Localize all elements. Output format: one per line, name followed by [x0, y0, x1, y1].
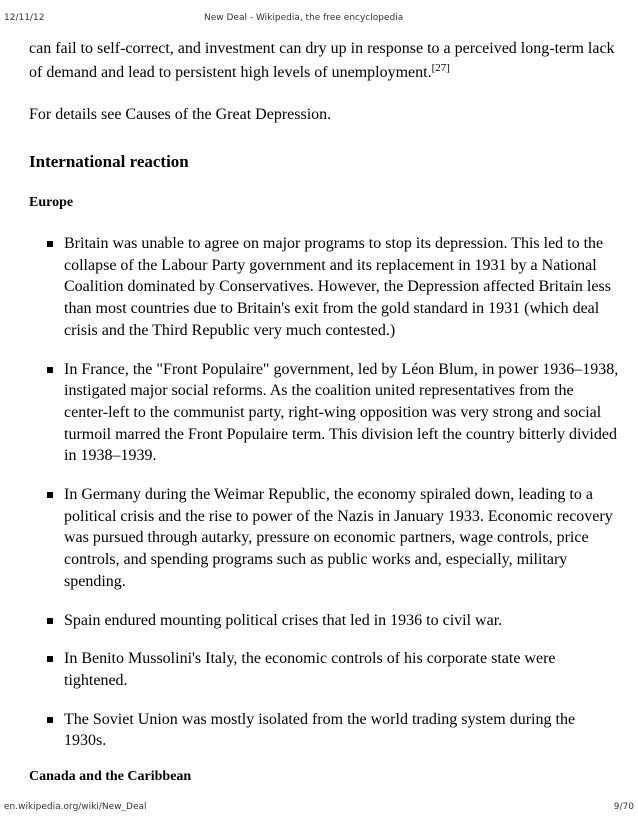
list-item-text: Britain was unable to agree on major programs to stop its depression. This led to the collapse of the Labour Party government and its replacement in 1931 by a National Coalition dominated by Conservatives. However, the Depression affected Britain less than most countries due to Britain's exit from the gold standard in 1931 (which deal crisis and the Third Republic very much contested.)	[64, 235, 611, 339]
bullet-icon	[47, 656, 53, 662]
list-item-france	[64, 359, 619, 468]
print-header	[4, 13, 634, 27]
heading-europe: Europe	[29, 195, 74, 210]
list-item-text: Spain endured mounting political crises that led in 1936 to civil war.	[64, 611, 503, 629]
heading-canada-caribbean: Canada and the Caribbean	[29, 769, 192, 785]
bullet-icon	[47, 367, 53, 373]
list-item-text: In France, the "Front Populaire" government, led by Léon Blum, in power 1936–1938, instigated major social reforms. As the coalition united representatives from the center-left to the communist party, right-wing opposition was very strong and social turmoil marred the Front Populaire term. This division left the country bitterly divided in 1938–1939.	[64, 360, 619, 465]
lead-text: can fail to self-correct, and investment can dry up in response to a perceived long-term lack of demand and lead to persistent high levels of unemployment.	[29, 40, 615, 81]
bullet-icon	[47, 618, 53, 624]
list-item-spain	[64, 610, 619, 632]
see-also-note: For details see Causes of the Great Depression.	[29, 106, 332, 123]
bullet-icon	[47, 492, 53, 498]
list-item-text: The Soviet Union was mostly isolated from the world trading system during the 1930s.	[64, 710, 576, 750]
print-url: en.wikipedia.org/wiki/New_Deal	[4, 802, 147, 812]
print-date: 12/11/12	[4, 13, 45, 23]
bullet-icon	[47, 717, 53, 723]
bullet-icon	[47, 241, 53, 247]
heading-international-reaction: International reaction	[29, 152, 189, 171]
print-page-number: 9/70	[613, 802, 634, 812]
article-content	[29, 37, 619, 787]
print-page-title: New Deal - Wikipedia, the free encyclopedia	[204, 13, 404, 23]
list-item-italy	[64, 648, 619, 691]
paragraph-lead	[29, 37, 619, 85]
list-item-britain	[64, 233, 619, 342]
europe-list	[29, 233, 619, 752]
list-item-germany	[64, 484, 619, 593]
list-item-text: In Germany during the Weimar Republic, the economy spiraled down, leading to a political crisis and the rise to power of the Nazis in January 1933. Economic recovery was pursued through autarky, pressure on economic partners, wage controls, price controls, and spending programs such as public works and, especially, military spending.	[64, 486, 613, 590]
reference-27[interactable]: [27]	[431, 62, 450, 74]
list-item-soviet-union	[64, 709, 619, 752]
list-item-text: In Benito Mussolini's Italy, the economic controls of his corporate state were tightened.	[64, 650, 556, 689]
print-footer	[4, 802, 634, 816]
